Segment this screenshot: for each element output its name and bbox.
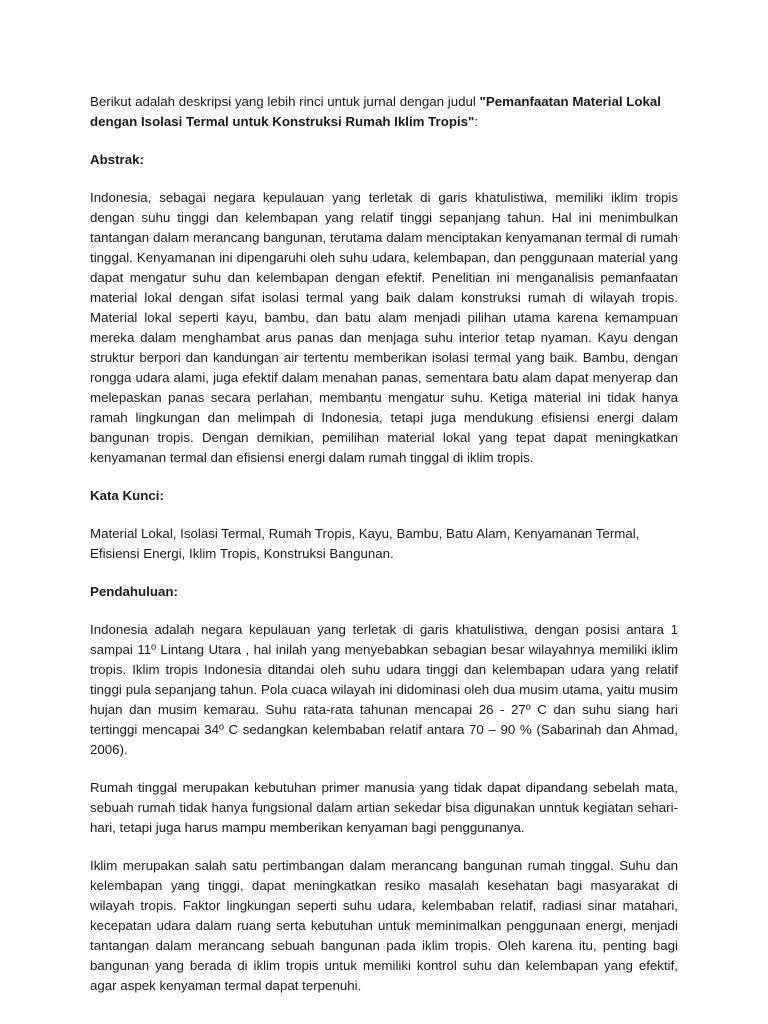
- abstract-body: Indonesia, sebagai negara kepulauan yang terletak di garis khatulistiwa, memiliki iklim tropis dengan suhu tinggi dan kelembapan yang relatif tinggi sepanjang tahun. Hal ini menimbulkan tantangan dalam merancang bangunan, terutama dalam menciptakan kenyamanan termal di rumah tinggal. Kenyamanan ini dipengaruhi oleh suhu udara, kelembapan, dan penggunaan material yang dapat mengatur suhu dan kelembapan dengan efektif. Penelitian ini menganalisis pemanfaatan material lokal dengan sifat isolasi termal yang baik dalam konstruksi rumah di wilayah tropis. Material lokal seperti kayu, bambu, dan batu alam menjadi pilihan utama karena kemampuan mereka dalam menghambat arus panas dan menjaga suhu interior tetap nyaman. Kayu dengan struktur berpori dan kandungan air tertentu memberikan isolasi termal yang baik. Bambu, dengan rongga udara alami, juga efektif dalam menahan panas, sementara batu alam dapat menyerap dan melepaskan panas secara perlahan, membantu mengatur suhu. Ketiga material ini tidak hanya ramah lingkungan dan melimpah di Indonesia, tetapi juga mendukung efisiensi energi dalam bangunan tropis. Dengan demikian, pemilihan material lokal yang tepat dapat meningkatkan kenyamanan termal dan efisiensi energi dalam rumah tinggal di iklim tropis.: [90, 190, 678, 465]
- intro-paragraph: [90, 92, 678, 132]
- introduction-paragraph-1: Indonesia adalah negara kepulauan yang terletak di garis khatulistiwa, dengan posisi antara 1 sampai 11º Lintang Utara , hal inilah yang menyebabkan sebagian besar wilayahnya memiliki iklim tropis. Iklim tropis Indonesia ditandai oleh suhu udara tinggi dan kelembapan udara yang relatif tinggi pula sepanjang tahun. Pola cuaca wilayah ini didominasi oleh dua musim utama, yaitu musim hujan dan musim kemarau. Suhu rata-rata tahunan mencapai 26 - 27º C dan suhu siang hari tertinggi mencapai 34º C sedangkan kelembaban relatif antara 70 – 90 % (Sabarinah dan Ahmad, 2006).: [90, 622, 678, 757]
- intro-prefix: Berikut adalah deskripsi yang lebih rinci untuk jurnal dengan judul: [90, 94, 480, 109]
- introduction-heading: Pendahuluan:: [90, 584, 178, 599]
- journal-title: "Pemanfaatan Material Lokal dengan Isolasi Termal untuk Konstruksi Rumah Iklim Tropis": [90, 94, 661, 129]
- intro-suffix: :: [474, 114, 479, 129]
- introduction-paragraph-3: Iklim merupakan salah satu pertimbangan dalam merancang bangunan rumah tinggal. Suhu dan kelembapan yang tinggi, dapat meningkatkan resiko masalah kesehatan bagi masyarakat di wilayah tropis. Faktor lingkungan seperti suhu udara, kelembaban relatif, radiasi sinar matahari, kecepatan udara dalam ruang serta kebutuhan untuk meminimalkan penggunaan energi, menjadi tantangan dalam merancang sebuah bangunan pada iklim tropis. Oleh karena itu, penting bagi bangunan yang berada di iklim tropis untuk memiliki kontrol suhu dan kelembapan yang efektif, agar aspek kenyaman termal dapat terpenuhi.: [90, 858, 678, 993]
- document-content: [90, 92, 678, 1014]
- keywords-body: Material Lokal, Isolasi Termal, Rumah Tropis, Kayu, Bambu, Batu Alam, Kenyamanan Termal, Efisiensi Energi, Iklim Tropis, Konstruksi Bangunan.: [90, 526, 640, 561]
- abstract-heading: Abstrak:: [90, 152, 144, 167]
- introduction-paragraph-2: Rumah tinggal merupakan kebutuhan primer manusia yang tidak dapat dipandang sebelah mata, sebuah rumah tidak hanya fungsional dalam artian sekedar bisa digunakan unntuk kegiatan sehari-hari, tetapi juga harus mampu memberikan kenyaman bagi penggunanya.: [90, 780, 678, 835]
- keywords-heading: Kata Kunci:: [90, 488, 164, 503]
